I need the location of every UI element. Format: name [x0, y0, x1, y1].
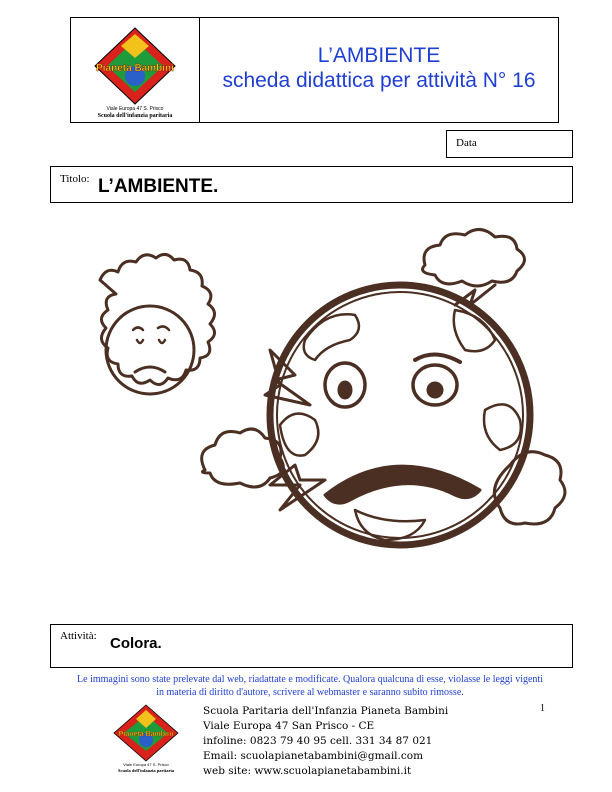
title-label: Titolo: [60, 173, 90, 185]
copyright-disclaimer [30, 673, 590, 699]
logo-subtitle-2: Scuola dell'infanzia paritaria [97, 113, 173, 119]
title-value: L’AMBIENTE. [98, 176, 219, 197]
footer-logo-text: Pianeta Bambini [118, 731, 174, 738]
footer-email: Email: scuolapianetabambini@gmail.com [203, 750, 424, 762]
footer-address: Viale Europa 47 San Prisco - CE [203, 720, 375, 732]
school-logo [71, 18, 200, 122]
date-label: Data [456, 137, 477, 149]
title-line-2: scheda didattica per attività N° 16 [222, 69, 536, 92]
footer-website: web site: www.scuolapianetabambini.it [203, 765, 412, 777]
date-field[interactable] [446, 130, 573, 158]
footer-logo-subtitle-2: Scuola dell'infanzia paritaria [117, 768, 175, 773]
footer-contact-info [203, 704, 448, 779]
header-box [70, 17, 559, 123]
cloud-left [202, 429, 284, 487]
earth-mouth [325, 466, 480, 503]
footer-phones: infoline: 0823 79 40 95 cell. 331 34 87 021 [203, 735, 433, 747]
worksheet-title [200, 18, 558, 122]
logo-subtitle-1: Viale Europa 47 S. Prisco [106, 106, 164, 112]
title-field [50, 166, 573, 203]
disclaimer-line-1: Le immagini sono state prelevate dal web, riadattate e modificate. Qualora qualcuna di esse, violasse le leggi vigenti [77, 674, 543, 685]
disclaimer-line-2: in materia di diritto d'autore, scrivere al webmaster e saranno subito rimosse. [156, 687, 464, 698]
cloud-top-right [423, 229, 525, 286]
title-line-1: L’AMBIENTE [317, 44, 441, 67]
polluted-earth-illustration [55, 210, 575, 615]
activity-field [50, 624, 573, 668]
logo-text: Pianeta Bambini [96, 63, 174, 74]
footer-school-logo [100, 703, 192, 773]
activity-value: Colora. [110, 635, 162, 652]
footer-logo-subtitle-1: Viale Europa 47 S. Prisco [123, 762, 169, 767]
footer-school-name: Scuola Paritaria dell'Infanzia Pianeta Bambini [203, 705, 449, 717]
page-number: 1 [540, 703, 545, 714]
activity-label: Attività: [60, 630, 97, 642]
